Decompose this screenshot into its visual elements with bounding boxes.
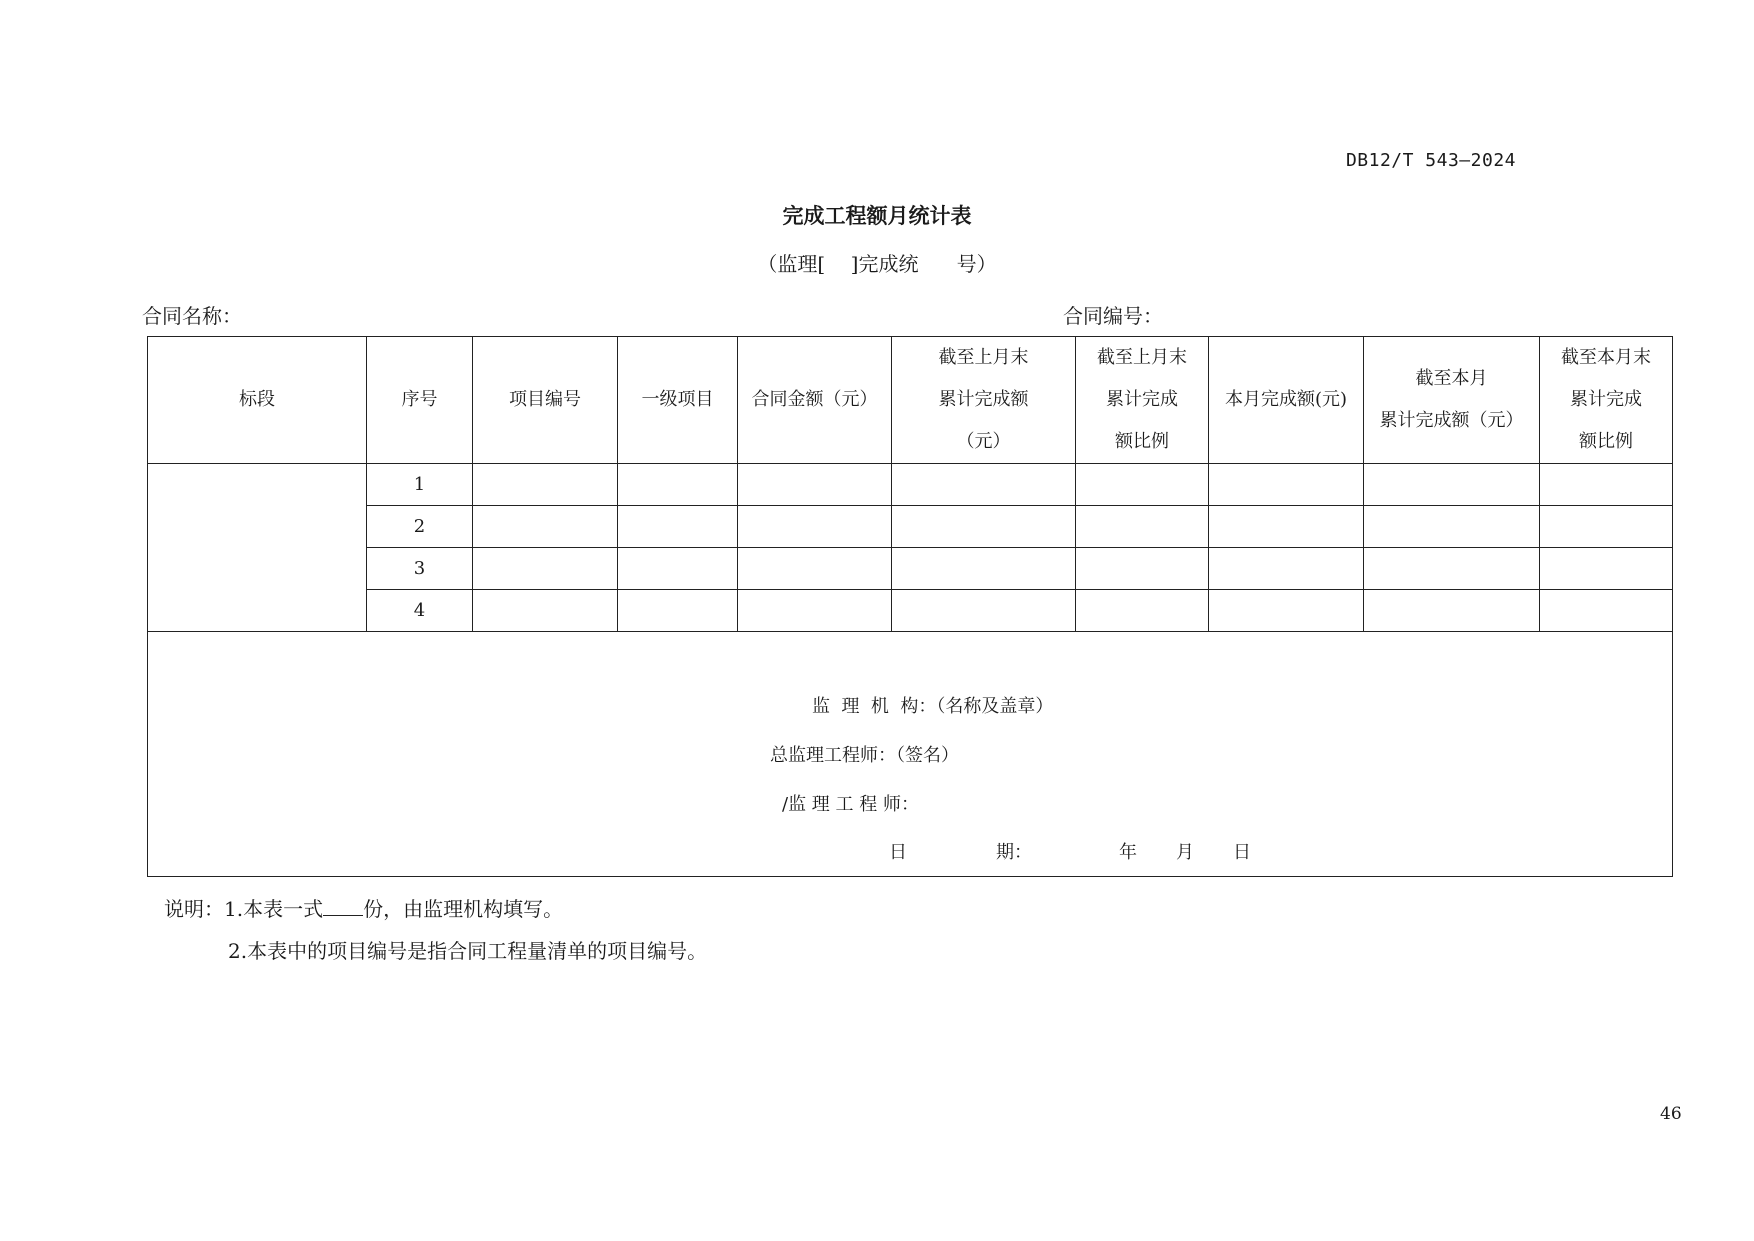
contract-number-label: 合同编号： (1063, 304, 1163, 328)
data-cell[interactable] (473, 548, 618, 590)
section-cell[interactable] (148, 464, 367, 632)
serial-cell: 3 (367, 548, 473, 590)
table-row (148, 590, 1673, 632)
table-row (148, 506, 1673, 548)
data-cell[interactable] (1209, 548, 1364, 590)
data-cell[interactable] (892, 548, 1076, 590)
engineer-line: /监 理 工 程 师： (782, 794, 919, 815)
table-row (148, 464, 1673, 506)
data-cell[interactable] (618, 506, 738, 548)
note-1 (164, 893, 563, 922)
month-label: 月 (1176, 842, 1194, 863)
data-cell[interactable] (1076, 590, 1209, 632)
date-label: 期： (996, 842, 1032, 863)
note-1-suffix: 份，由监理机构填写。 (363, 897, 564, 921)
data-cell[interactable] (738, 464, 892, 506)
table-header-row (148, 337, 1673, 464)
data-cell[interactable] (1209, 590, 1364, 632)
year-label: 年 (1119, 842, 1137, 863)
copies-blank[interactable] (323, 897, 363, 916)
data-cell[interactable] (1076, 464, 1209, 506)
data-cell[interactable] (618, 590, 738, 632)
signature-row (148, 632, 1673, 877)
data-cell[interactable] (1540, 506, 1673, 548)
header-cell-cumulative-this-month: 截至本月 累计完成额（元） (1364, 337, 1540, 464)
note-2: 2.本表中的项目编号是指合同工程量清单的项目编号。 (228, 939, 708, 963)
data-cell[interactable] (1540, 548, 1673, 590)
data-cell[interactable] (1209, 464, 1364, 506)
data-cell[interactable] (738, 590, 892, 632)
signature-cell (148, 632, 1673, 877)
data-cell[interactable] (1364, 548, 1540, 590)
signature-block (148, 632, 1672, 876)
data-cell[interactable] (618, 464, 738, 506)
header-cell-cumulative-last-month: 截至上月末 累计完成额 （元） (892, 337, 1076, 464)
data-cell[interactable] (892, 464, 1076, 506)
header-cell-section: 标段 (148, 337, 367, 464)
data-cell[interactable] (618, 548, 738, 590)
document-title: 完成工程额月统计表 (782, 204, 972, 228)
data-cell[interactable] (738, 506, 892, 548)
data-cell[interactable] (1540, 590, 1673, 632)
header-cell-serial: 序号 (367, 337, 473, 464)
standard-code: DB12/T 543—2024 (1345, 150, 1516, 171)
serial-cell: 2 (367, 506, 473, 548)
data-cell[interactable] (1076, 506, 1209, 548)
data-cell[interactable] (1364, 464, 1540, 506)
header-cell-ratio-last-month: 截至上月末 累计完成 额比例 (1076, 337, 1209, 464)
data-cell[interactable] (1364, 590, 1540, 632)
data-cell[interactable] (1540, 464, 1673, 506)
table-row (148, 548, 1673, 590)
date-day-label: 日 (889, 842, 907, 863)
header-cell-ratio-this-month: 截至本月末 累计完成 额比例 (1540, 337, 1673, 464)
header-cell-this-month-amount: 本月完成额(元) (1209, 337, 1364, 464)
data-cell[interactable] (473, 464, 618, 506)
day-label: 日 (1233, 842, 1251, 863)
serial-cell: 4 (367, 590, 473, 632)
data-cell[interactable] (473, 590, 618, 632)
header-cell-primary-item: 一级项目 (618, 337, 738, 464)
document-number-line: （监理[ ]完成统 号） (757, 252, 997, 276)
contract-name-label: 合同名称： (142, 304, 242, 328)
data-cell[interactable] (1076, 548, 1209, 590)
header-cell-item-code: 项目编号 (473, 337, 618, 464)
serial-cell: 1 (367, 464, 473, 506)
header-cell-contract-amount: 合同金额（元） (738, 337, 892, 464)
data-cell[interactable] (1209, 506, 1364, 548)
supervision-org-line: 监 理 机 构：（名称及盖章） (812, 696, 1054, 717)
statistics-table (147, 336, 1673, 877)
page-number: 46 (1660, 1104, 1682, 1124)
data-cell[interactable] (1364, 506, 1540, 548)
data-cell[interactable] (473, 506, 618, 548)
data-cell[interactable] (892, 590, 1076, 632)
note-1-prefix: 说明：1.本表一式 (164, 897, 324, 921)
data-cell[interactable] (738, 548, 892, 590)
data-cell[interactable] (892, 506, 1076, 548)
chief-engineer-line: 总监理工程师：（签名） (770, 745, 959, 766)
